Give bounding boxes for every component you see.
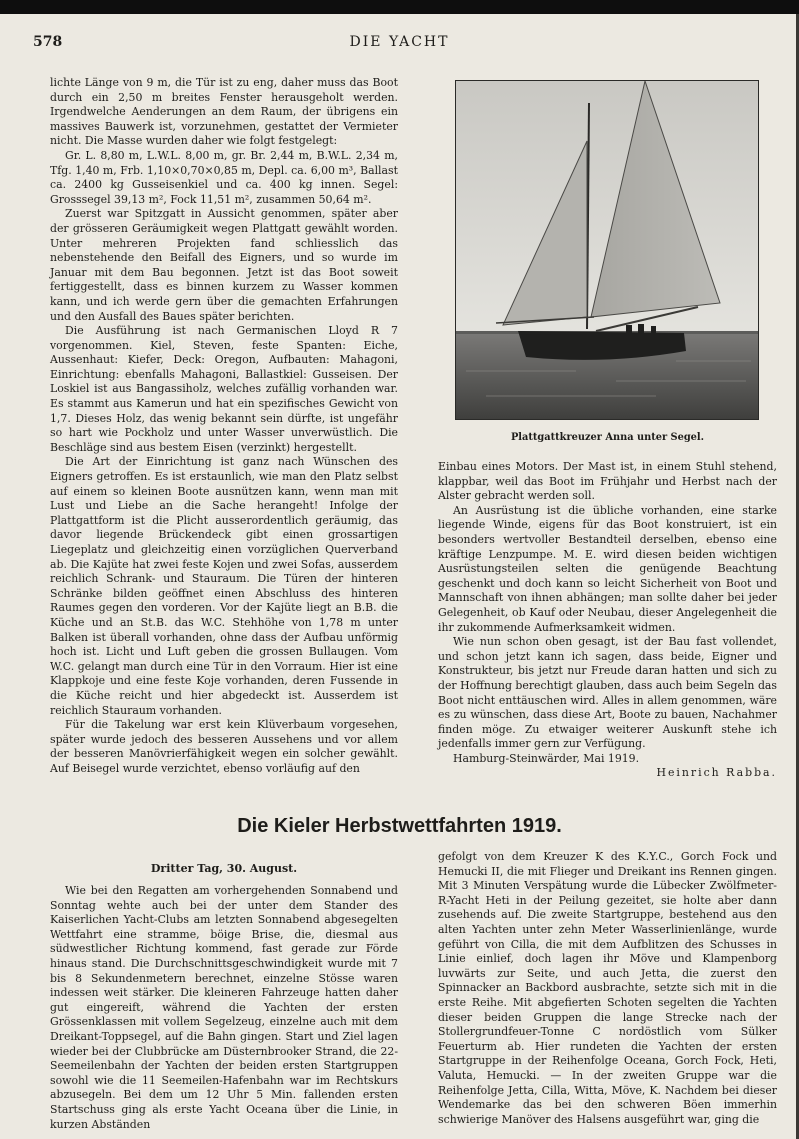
- paragraph: lichte Länge von 9 m, die Tür ist zu eng, daher muss das Boot durch ein 2,50 m breites Fenster herausgeholt werden. Irgendwelche Aenderungen an dem Raum, der übrigens ein massives Bauwerk ist, vorzunehmen, gestattet der Vermieter nicht. Die Masse wurden daher wie folgt festgelegt:: [50, 76, 398, 148]
- running-title: DIE YACHT: [349, 34, 450, 50]
- paragraph: Gr. L. 8,80 m, L.W.L. 8,00 m, gr. Br. 2,44 m, B.W.L. 2,34 m, Tfg. 1,40 m, Frb. 1,10×0,70×0,85 m, Depl. ca. 6,00 m³, Ballast ca. 2400 kg Gusseisenkiel und ca. 400 kg innen. Segel: Grosssegel 39,13 m², Fock 11,51 m², zusammen 50,64 m².: [50, 148, 398, 206]
- sailboat-photo-icon: [456, 81, 758, 419]
- article-left-column: [50, 76, 398, 784]
- article-title: Die Kieler Herbstwettfahrten 1919.: [237, 815, 562, 837]
- paragraph: Wie bei den Regatten am vorhergehenden Sonnabend und Sonntag wehte auch bei der unter dem Stander des Kaiserlichen Yacht-Clubs am letzten Sonnabend abgesegelten Wettfahrt eine stramme, böige Brise, die, diesmal aus südwestlicher Richtung kommend, fast gerade zur Förde hinaus stand. Die Durchschnittsgeschwindigkeit wurde mit 7 bis 8 Sekundenmetern berechnet, einzelne Stösse waren indessen weit stärker. Die kleineren Fahrzeuge hatten daher gut eingereift, während die Yachten der ersten Grössenklassen mit vollem Segelzeug, einzelne auch mit dem Dreikant-Toppsegel, auf die Bahn gingen. Start und Ziel lagen wieder bei der Clubbrücke am Düsternbrooker Strand, die 22-Seemeilenbahn der Yachten der beiden ersten Startgruppen sowohl wie die 11 Seemeilen-Hafenbahn war im Rechtskurs abzusegeln. Bei dem um 12 Uhr 5 Min. fallenden ersten Startschuss ging als erste Yacht Oceana über die Linie, in kurzen Abständen: [50, 884, 398, 1131]
- sailboat-photo: [455, 80, 759, 420]
- paragraph: Wie nun schon oben gesagt, ist der Bau fast vollendet, und schon jetzt kann ich sagen, dass beide, Eigner und Konstrukteur, bis jetzt nur Freude daran hatten und sich zu der Hoffnung berechtigt glauben, dass auch beim Segeln das Boot nicht enttäuschen wird. Alles in allem genommen, wäre es zu wünschen, dass diese Art, Boote zu bauen, Nachahmer finden möge. Zu etwaiger weiterer Auskunft stehe ich jedenfalls immer gern zur Verfügung.: [438, 635, 777, 751]
- paragraph: An Ausrüstung ist die übliche vorhanden, eine starke liegende Winde, eigens für das Boot konstruiert, ist ein besonders wertvoller Bestandteil derselben, ebenso eine kräftige Lenzpumpe. M. E. wird diesen beiden wichtigen Ausrüstungsteilen selten die genügende Beachtung geschenkt und doch kann so leicht Sicherheit von Boot und Mannschaft von ihnen abhängen; man sollte daher bei jeder Gelegenheit, ob Kauf oder Neubau, dieser Angelegenheit die ihr zukommende Aufmerksamkeit widmen.: [438, 503, 777, 634]
- scan-top-edge: [0, 0, 799, 14]
- author-signature: Heinrich Rabba.: [656, 766, 777, 780]
- page-number: 578: [33, 34, 63, 50]
- paragraph: Die Art der Einrichtung ist ganz nach Wünschen des Eigners getroffen. Es ist erstaunlich, wie man den Platz selbst auf einem so kleinen Boote ausnützen kann, wenn man mit Lust und Liebe an die Sache herangeht! Infolge der Plattgattform ist die Plicht ausserordentlich geräumig, das davor liegende Brückendeck gibt einen grossartigen Liegeplatz und gleichzeitig einen vorzüglichen Querverband ab. Die Kajüte hat zwei feste Kojen und zwei Sofas, ausserdem reichlich Schrank- und Stauraum. Die Türen der hinteren Schränke bilden geöffnet einen Abschluss des hinteren Raumes gegen den vorderen. Vor der Kajüte liegt an B.B. die Küche und an St.B. das W.C. Stehhöhe von 1,78 m unter Balken ist überall vorhanden, ohne dass der Aufbau unförmig hoch ist. Licht und Luft geben die grossen Bullaugen. Vom W.C. gelangt man durch eine Tür in den Vorraum. Hier ist eine Klappkoje und eine feste Koje vorhanden, deren Fussende in die Küche reicht und hier abgedeckt ist. Ausserdem ist reichlich Stauraum vorhanden.: [50, 455, 398, 717]
- place-date: Hamburg-Steinwärder, Mai 1919.: [453, 751, 640, 765]
- paragraph: gefolgt von dem Kreuzer K des K.Y.C., Gorch Fock und Hemucki II, die mit Flieger und Dreikant ins Rennen gingen. Mit 3 Minuten Verspätung wurde die Lübecker Zwölfmeter-R-Yacht Heti in der Peilung gezeitet, sie holte aber dann zusehends auf. Die zweite Startgruppe, bestehend aus den alten Yachten unter zehn Meter Wasserlinienlänge, wurde geführt von Cilla, die mit dem Aufblitzen des Schusses in Linie einlief, doch lagen ihr Möve und Klampenborg luvwärts zur Seite, und auch Jetta, die zuerst den Spinnacker an Backbord ausbrachte, setzte sich mit in die erste Reihe. Mit abgefierten Schoten segelten die Yachten dieser beiden Gruppen die lange Strecke nach der Stollergrundfeuer-Tonne C nordöstlich vom Sülker Feuerturm ab. Hier rundeten die Yachten der ersten Startgruppe in der Reihenfolge Oceana, Gorch Fock, Heti, Valuta, Hemucki. — In der zweiten Gruppe war die Reihenfolge Jetta, Cilla, Witta, Möve, K. Nachdem bei dieser Wendemarke das bei den schweren Böen immerhin schwierige Manöver des Halsens ausgeführt war, ging die: [438, 850, 777, 1126]
- article-right-column: [438, 460, 777, 782]
- section-subheading: Dritter Tag, 30. August.: [150, 862, 298, 875]
- paragraph: Die Ausführung ist nach Germanischen Lloyd R 7 vorgenommen. Kiel, Steven, feste Spanten: Eiche, Aussenhaut: Kiefer, Deck: Oregon, Aufbauten: Mahagoni, Einrichtung: ebenfalls Mahagoni, Ballastkiel: Gusseisen. Der Loskiel ist aus Bangassiholz, welches zufällig vorhanden war. Es stammt aus Kamerun und hat ein spezifisches Gewicht von 1,7. Dieses Holz, das wenig bekannt sein dürfte, ist ungefähr so hart wie Pockholz und unter Wasser unverwüstlich. Die Beschläge sind aus bestem Eisen (verzinkt) hergestellt.: [50, 324, 398, 454]
- paragraph: Einbau eines Motors. Der Mast ist, in einem Stuhl stehend, klappbar, weil das Boot im Frühjahr und Herbst nach der Alster gebracht werden soll.: [438, 460, 777, 503]
- report-left-column: [50, 884, 398, 1139]
- photo-caption: Plattgattkreuzer Anna unter Segel.: [510, 432, 705, 443]
- paragraph: Für die Takelung war erst kein Klüverbaum vorgesehen, später wurde jedoch des besseren Aussehens und vor allem der besseren Manövrierfähigkeit wegen ein solcher gewählt. Auf Beisegel wurde verzichtet, ebenso vorläufig auf den: [50, 718, 398, 775]
- report-right-column: [438, 850, 777, 1139]
- paragraph: Zuerst war Spitzgatt in Aussicht genommen, später aber der grösseren Geräumigkeit wegen Plattgatt gewählt worden. Unter mehreren Projekten fand schliesslich das nebenstehende den Beifall des Eigners, und so wurde im Januar mit dem Bau begonnen. Jetzt ist das Boot soweit fertiggestellt, dass es binnen kurzem zu Wasser kommen kann, und ich werde gern über die gemachten Erfahrungen und den Ausfall des Baues später berichten.: [50, 207, 398, 323]
